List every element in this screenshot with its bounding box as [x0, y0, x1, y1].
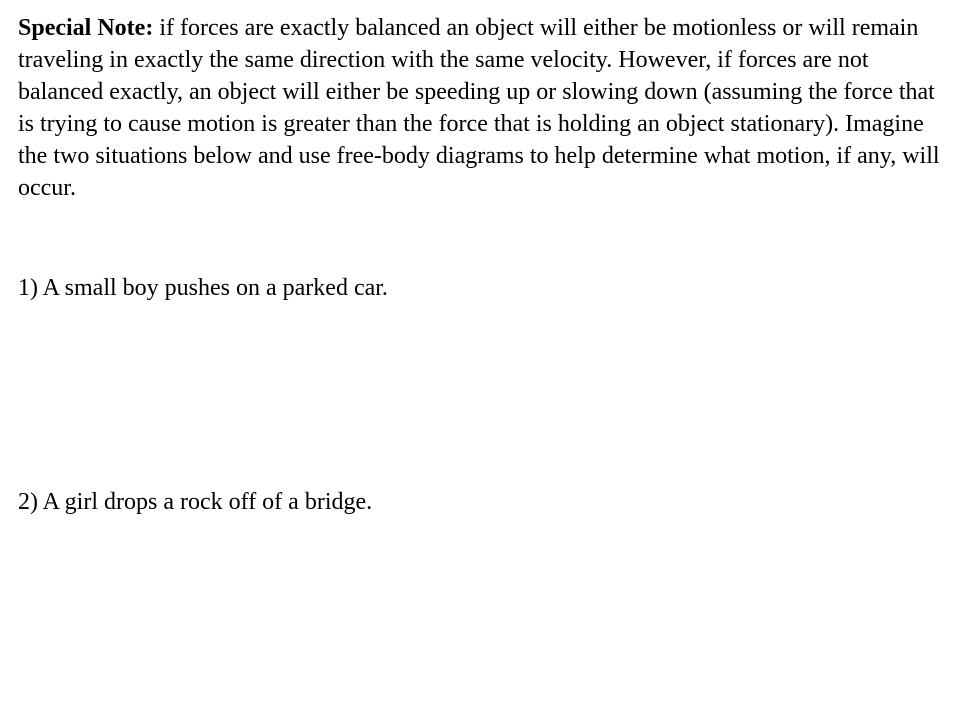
- question-2: 2) A girl drops a rock off of a bridge.: [18, 489, 373, 515]
- question-1: 1) A small boy pushes on a parked car.: [18, 275, 388, 301]
- special-note-paragraph: [18, 12, 948, 204]
- special-note-text: if forces are exactly balanced an object will either be motionless or will remain traveling in exactly the same direction with the same velocity. However, if forces are not balanced exactly, an object will either be speeding up or slowing down (assuming the force that is trying to cause motion is greater than the force that is holding an object stationary). Imagine the two situations below and use free-body diagrams to help determine what motion, if any, will occur.: [18, 15, 940, 201]
- special-note-label: Special Note:: [18, 15, 154, 41]
